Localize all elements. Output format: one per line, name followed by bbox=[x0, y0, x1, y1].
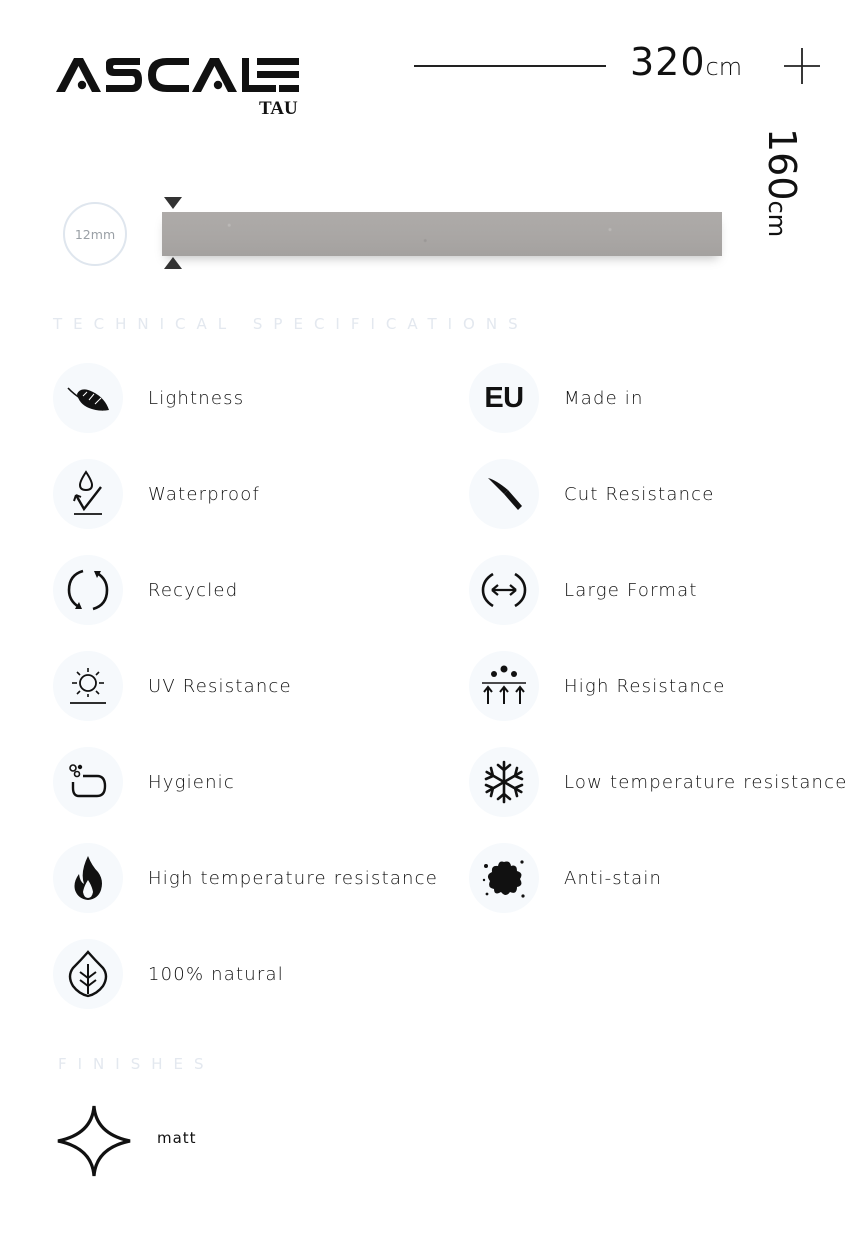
spec-anti-stain bbox=[469, 842, 662, 914]
spec-large-format bbox=[469, 554, 698, 626]
length-value: 320 bbox=[630, 40, 706, 84]
snowflake-icon bbox=[469, 747, 539, 817]
spec-label: High temperature resistance bbox=[148, 867, 439, 889]
brand-logo bbox=[54, 54, 304, 124]
spec-label: UV Resistance bbox=[148, 675, 292, 697]
plus-icon bbox=[783, 47, 821, 85]
eu-icon-text: EU bbox=[484, 381, 524, 414]
large-format-icon bbox=[469, 555, 539, 625]
spec-label: Waterproof bbox=[148, 483, 261, 505]
spec-label: Recycled bbox=[148, 579, 239, 601]
spec-recycled bbox=[53, 554, 238, 626]
thickness-badge: 12mm bbox=[63, 202, 127, 266]
spec-high-resistance bbox=[469, 650, 725, 722]
spec-label: High Resistance bbox=[564, 675, 726, 697]
soap-icon bbox=[53, 747, 123, 817]
spec-made-in bbox=[469, 362, 644, 434]
water-drop-icon bbox=[53, 459, 123, 529]
eu-icon bbox=[469, 363, 539, 433]
spec-low-temperature bbox=[469, 746, 848, 818]
stain-icon bbox=[469, 843, 539, 913]
length-unit: cm bbox=[705, 53, 743, 81]
spec-uv-resistance bbox=[53, 650, 292, 722]
spec-label: Cut Resistance bbox=[564, 483, 715, 505]
arrow-up-icon bbox=[163, 256, 183, 270]
knife-icon bbox=[469, 459, 539, 529]
spec-waterproof bbox=[53, 458, 260, 530]
spec-label: Anti-stain bbox=[564, 867, 663, 889]
finishes-title: FINISHES bbox=[58, 1055, 215, 1073]
technical-specifications-title: TECHNICAL SPECIFICATIONS bbox=[53, 315, 529, 333]
spec-label: Large Format bbox=[564, 579, 698, 601]
length-dimension-line bbox=[414, 65, 606, 67]
recycle-icon bbox=[53, 555, 123, 625]
finish-matt bbox=[56, 1104, 197, 1178]
spec-cut-resistance bbox=[469, 458, 715, 530]
matt-sparkle-icon bbox=[56, 1104, 132, 1178]
spec-label: Lightness bbox=[148, 387, 245, 409]
spec-lightness bbox=[53, 362, 244, 434]
flame-icon bbox=[53, 843, 123, 913]
spec-high-temperature bbox=[53, 842, 438, 914]
width-dimension bbox=[760, 128, 804, 238]
ascale-wordmark-icon bbox=[54, 54, 304, 96]
sun-icon bbox=[53, 651, 123, 721]
spec-hygienic bbox=[53, 746, 235, 818]
arrow-down-icon bbox=[163, 196, 183, 210]
feather-icon bbox=[53, 363, 123, 433]
finish-label: matt bbox=[157, 1129, 197, 1147]
width-unit: cm bbox=[763, 200, 791, 238]
spec-natural bbox=[53, 938, 284, 1010]
spec-label: Low temperature resistance bbox=[564, 771, 848, 793]
spec-label: Made in bbox=[564, 387, 644, 409]
leaf-icon bbox=[53, 939, 123, 1009]
width-value: 160 bbox=[760, 128, 804, 201]
slab-thickness-visual bbox=[162, 212, 722, 256]
length-dimension bbox=[630, 40, 742, 84]
spec-label: 100% natural bbox=[148, 963, 284, 985]
product-name: TAU bbox=[259, 98, 298, 119]
spec-label: Hygienic bbox=[148, 771, 235, 793]
high-resistance-icon bbox=[469, 651, 539, 721]
